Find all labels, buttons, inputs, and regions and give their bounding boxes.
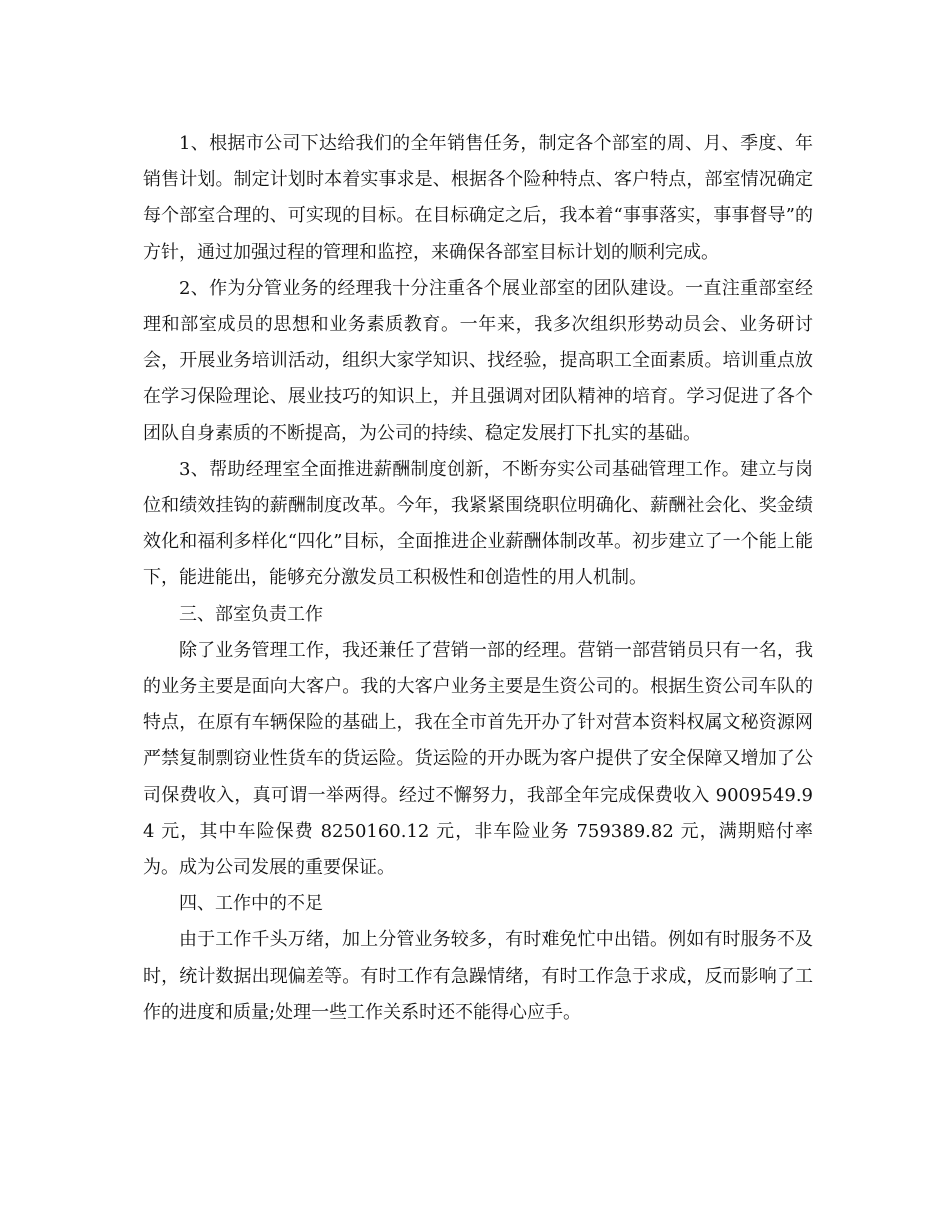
paragraph-item-1: 1、根据市公司下达给我们的全年销售任务，制定各个部室的周、月、季度、年销售计划。制定计划时本着实事求是、根据各个险种特点、客户特点，部室情况确定每个部室合理的、可实现的目标。在目标确定之后，我本着“事事落实，事事督导”的方针，通过加强过程的管理和监控，来确保各部室目标计划的顺利完成。: [143, 133, 813, 263]
section-heading-4: 四、工作中的不足: [179, 893, 323, 915]
paragraph-department-work: 除了业务管理工作，我还兼任了营销一部的经理。营销一部营销员只有一名，我的业务主要是面向大客户。我的大客户业务主要是生资公司的。根据生资公司车队的特点，在原有车辆保险的基础上，我在全市首先开办了针对营本资料权属文秘资源网严禁复制剽窃业性货车的货运险。货运险的开办既为客户提供了安全保障又增加了公司保费收入，真可谓一举两得。经过不懈努力，我部全年完成保费收入 9009549.94 元，其中车险保费 8250160.12 元，非车险业务 759389.82 元，满期赔付率为。成为公司发展的重要保证。: [143, 639, 813, 879]
document-body: [143, 126, 813, 1031]
paragraph-item-3: 3、帮助经理室全面推进薪酬制度创新，不断夯实公司基础管理工作。建立与岗位和绩效挂钩的薪酬制度改革。今年，我紧紧围绕职位明确化、薪酬社会化、奖金绩效化和福利多样化“四化”目标，全面推进企业薪酬体制改革。初步建立了一个能上能下，能进能出，能够充分激发员工积极性和创造性的用人机制。: [143, 458, 813, 589]
paragraph-item-2: 2、作为分管业务的经理我十分注重各个展业部室的团队建设。一直注重部室经理和部室成员的思想和业务素质教育。一年来，我多次组织形势动员会、业务研讨会，开展业务培训活动，组织大家学知识、找经验，提高职工全面素质。培训重点放在学习保险理论、展业技巧的知识上，并且强调对团队精神的培育。学习促进了各个团队自身素质的不断提高，为公司的持续、稳定发展打下扎实的基础。: [143, 277, 813, 444]
section-heading-3: 三、部室负责工作: [179, 603, 323, 625]
paragraph-shortcomings: 由于工作千头万绪，加上分管业务较多，有时难免忙中出错。例如有时服务不及时，统计数据出现偏差等。有时工作有急躁情绪，有时工作急于求成，反而影响了工作的进度和质量;处理一些工作关系时还不能得心应手。: [143, 929, 813, 1023]
